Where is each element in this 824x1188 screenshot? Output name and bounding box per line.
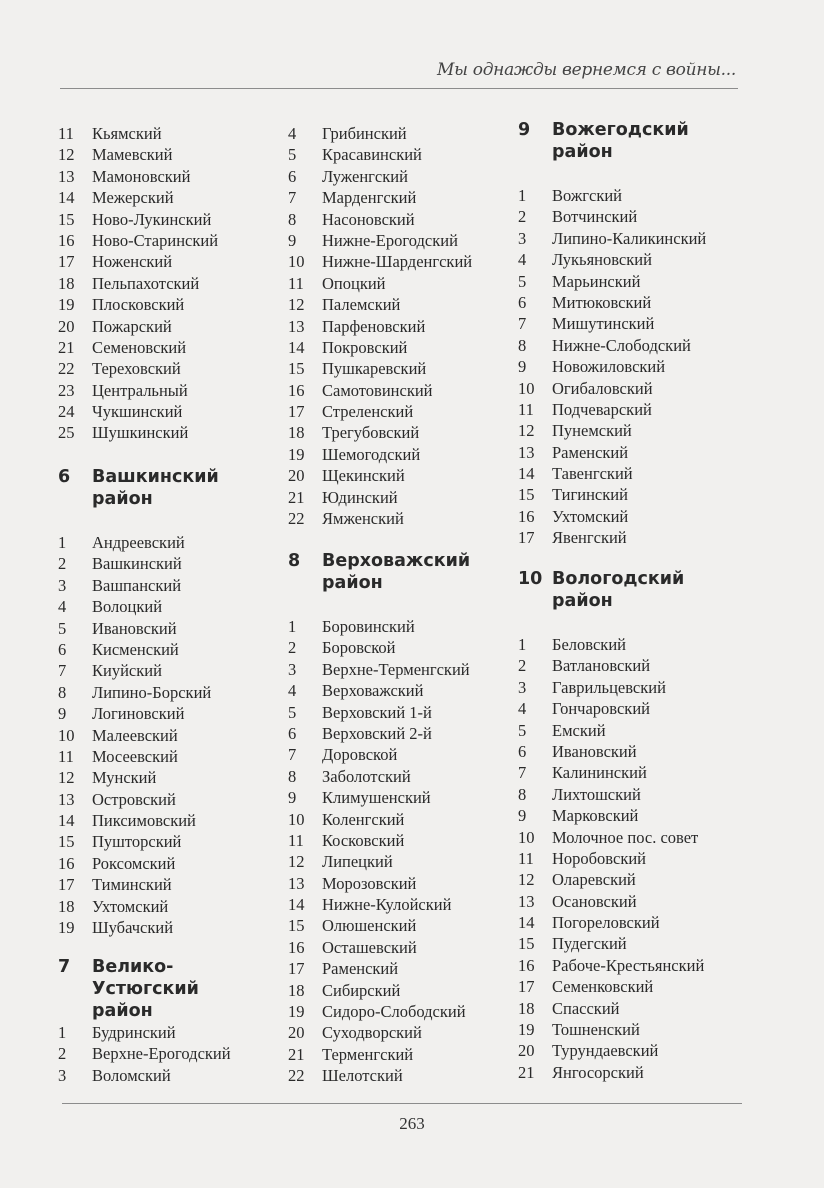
item-number: 4 xyxy=(518,250,527,270)
item-number: 2 xyxy=(518,207,527,227)
item-name: Сидоро-Слободский xyxy=(322,1002,466,1022)
item-number: 15 xyxy=(58,832,75,852)
item-number: 1 xyxy=(518,186,527,205)
item-number: 3 xyxy=(58,575,67,595)
item-name: Шемогодский xyxy=(322,444,421,464)
item-name: Коленгский xyxy=(322,809,405,829)
item-name: Красавинский xyxy=(322,145,422,165)
item-number: 5 xyxy=(518,720,527,740)
item-number: 19 xyxy=(288,1002,305,1022)
item-number: 21 xyxy=(288,1044,305,1064)
item-name: Верховажский xyxy=(322,681,424,701)
item-name: Оларевский xyxy=(552,870,636,890)
item-number: 15 xyxy=(288,359,305,379)
item-name: Малеевский xyxy=(92,725,178,745)
item-number: 13 xyxy=(58,166,75,186)
item-number: 7 xyxy=(58,661,67,681)
item-number: 10 xyxy=(288,252,305,272)
item-number: 6 xyxy=(518,292,527,312)
district-title: Верховажский район xyxy=(322,551,471,593)
item-name: Доровской xyxy=(322,745,398,765)
item-number: 9 xyxy=(518,806,527,826)
item-name: Марденгский xyxy=(322,188,417,208)
item-name: Морозовский xyxy=(322,873,417,893)
item-number: 6 xyxy=(288,166,297,186)
item-name: Пожарский xyxy=(92,316,172,336)
item-name: Семеновский xyxy=(92,337,187,357)
item-name: Беловский xyxy=(552,635,626,654)
item-name: Нижне-Кулойский xyxy=(322,895,452,915)
item-name: Осташевский xyxy=(322,937,417,957)
item-number: 25 xyxy=(58,423,75,443)
item-name: Тереховский xyxy=(92,359,181,379)
item-name: Будринский xyxy=(92,1023,176,1042)
item-name: Пиксимовский xyxy=(92,811,196,831)
item-name: Тавенгский xyxy=(552,464,633,484)
item-name: Ново-Старинский xyxy=(92,230,219,250)
item-number: 3 xyxy=(518,677,527,697)
item-number: 23 xyxy=(58,380,75,400)
item-number: 14 xyxy=(518,913,535,933)
item-name: Рабоче-Крестьянский xyxy=(552,955,705,975)
item-name: Андреевский xyxy=(92,533,185,552)
item-name: Олюшенский xyxy=(322,916,417,936)
item-name: Раменский xyxy=(322,959,399,979)
item-number: 6 xyxy=(288,723,297,743)
item-number: 7 xyxy=(518,763,527,783)
item-number: 2 xyxy=(58,1044,67,1064)
item-name: Пушкаревский xyxy=(322,359,427,379)
item-name: Норобовский xyxy=(552,848,647,868)
item-number: 19 xyxy=(288,444,305,464)
item-number: 15 xyxy=(288,916,305,936)
item-name: Кисменский xyxy=(92,639,179,659)
item-name: Климушенский xyxy=(322,788,431,808)
district-title: Вожегодский район xyxy=(552,120,689,162)
item-name: Новожиловский xyxy=(552,357,666,377)
item-number: 19 xyxy=(58,918,75,938)
item-number: 4 xyxy=(518,699,527,719)
item-number: 4 xyxy=(288,124,297,143)
item-name: Ивановский xyxy=(552,741,637,761)
item-name: Ново-Лукинский xyxy=(92,209,212,229)
item-number: 10 xyxy=(58,725,75,745)
item-number: 17 xyxy=(518,977,535,997)
item-name: Киуйский xyxy=(92,661,162,681)
item-name: Верховский 1-й xyxy=(322,702,432,722)
item-name: Семенковский xyxy=(552,977,654,997)
item-name: Покровский xyxy=(322,337,408,357)
item-number: 11 xyxy=(288,273,304,293)
item-name: Центральный xyxy=(92,380,188,400)
item-name: Тиминский xyxy=(92,875,172,895)
item-number: 18 xyxy=(288,423,305,443)
district-title: Вологодский район xyxy=(552,569,685,611)
item-name: Роксомский xyxy=(92,853,176,873)
item-name: Марковский xyxy=(552,806,639,826)
item-name: Шушкинский xyxy=(92,423,189,443)
item-number: 8 xyxy=(518,784,527,804)
item-name: Мишутинский xyxy=(552,314,655,334)
item-name: Пудегский xyxy=(552,934,627,954)
item-number: 13 xyxy=(288,873,305,893)
item-number: 8 xyxy=(288,766,297,786)
item-number: 14 xyxy=(518,464,535,484)
item-number: 13 xyxy=(288,316,305,336)
item-name: Трегубовский xyxy=(322,423,420,443)
item-number: 3 xyxy=(288,659,297,679)
item-name: Вашкинский xyxy=(92,554,182,574)
item-name: Митюковский xyxy=(552,292,652,312)
item-number: 21 xyxy=(288,487,305,507)
item-number: 6 xyxy=(518,741,527,761)
item-name: Островский xyxy=(92,789,176,809)
item-name: Межерский xyxy=(92,188,174,208)
item-name: Ноженский xyxy=(92,252,173,272)
item-name: Мосеевский xyxy=(92,746,178,766)
item-name: Гончаровский xyxy=(552,699,650,719)
item-number: 8 xyxy=(288,209,297,229)
item-number: 16 xyxy=(58,230,75,250)
item-name: Кьямский xyxy=(92,124,162,143)
item-number: 10 xyxy=(288,809,305,829)
item-name: Ямженский xyxy=(322,509,404,529)
item-name: Насоновский xyxy=(322,209,415,229)
item-name: Палемский xyxy=(322,295,401,315)
item-number: 9 xyxy=(288,788,297,808)
footer-rule xyxy=(62,1103,742,1104)
item-name: Емский xyxy=(552,720,606,740)
item-number: 20 xyxy=(58,316,75,336)
item-number: 7 xyxy=(288,188,297,208)
item-number: 15 xyxy=(58,209,75,229)
item-name: Ухтомский xyxy=(92,896,169,916)
item-number: 1 xyxy=(288,617,297,636)
item-name: Липино-Борский xyxy=(92,682,212,702)
item-number: 10 xyxy=(518,378,535,398)
item-name: Ватлановский xyxy=(552,656,651,676)
item-number: 21 xyxy=(518,1062,535,1082)
item-name: Нижне-Ерогодский xyxy=(322,230,458,250)
item-number: 1 xyxy=(518,635,527,654)
item-name: Терменгский xyxy=(322,1044,414,1064)
item-name: Грибинский xyxy=(322,124,407,143)
item-number: 4 xyxy=(58,597,67,617)
item-number: 17 xyxy=(58,875,75,895)
item-name: Раменский xyxy=(552,442,629,462)
running-head-title: Мы однажды вернемся с войны... xyxy=(437,60,736,80)
item-number: 13 xyxy=(58,789,75,809)
item-number: 11 xyxy=(518,848,534,868)
item-number: 12 xyxy=(58,768,75,788)
item-number: 24 xyxy=(58,402,75,422)
item-name: Подчеварский xyxy=(552,399,652,419)
item-name: Шубачский xyxy=(92,918,174,938)
item-name: Молочное пос. совет xyxy=(552,827,699,847)
item-name: Лукьяновский xyxy=(552,250,652,270)
item-number: 7 xyxy=(288,745,297,765)
item-number: 16 xyxy=(288,380,305,400)
item-number: 18 xyxy=(58,273,75,293)
item-name: Верховский 2-й xyxy=(322,723,432,743)
item-number: 17 xyxy=(58,252,75,272)
item-number: 15 xyxy=(518,934,535,954)
item-name: Верхне-Ерогодский xyxy=(92,1044,231,1064)
item-number: 5 xyxy=(58,618,67,638)
item-number: 22 xyxy=(58,359,75,379)
item-number: 11 xyxy=(518,399,534,419)
item-number: 18 xyxy=(288,980,305,1000)
item-number: 13 xyxy=(518,442,535,462)
item-number: 18 xyxy=(58,896,75,916)
item-name: Ивановский xyxy=(92,618,177,638)
district-number: 10 xyxy=(518,569,543,589)
district-number: 7 xyxy=(58,957,71,977)
item-number: 5 xyxy=(288,145,297,165)
item-name: Парфеновский xyxy=(322,316,426,336)
item-number: 18 xyxy=(518,998,535,1018)
item-number: 14 xyxy=(288,895,305,915)
item-name: Янгосорский xyxy=(552,1062,644,1082)
item-number: 2 xyxy=(288,638,297,658)
item-number: 13 xyxy=(518,891,535,911)
item-name: Липино-Каликинский xyxy=(552,228,707,248)
item-name: Спасский xyxy=(552,998,620,1018)
item-number: 1 xyxy=(58,533,67,552)
item-number: 15 xyxy=(518,485,535,505)
item-number: 9 xyxy=(288,230,297,250)
district-title: Вашкинский район xyxy=(92,467,219,509)
item-name: Логиновский xyxy=(92,704,185,724)
item-number: 8 xyxy=(518,335,527,355)
item-name: Мунский xyxy=(92,768,157,788)
item-name: Боровинский xyxy=(322,617,415,636)
item-number: 7 xyxy=(518,314,527,334)
item-name: Мамоновский xyxy=(92,166,191,186)
item-number: 21 xyxy=(58,337,75,357)
item-number: 11 xyxy=(58,746,74,766)
item-name: Мамевский xyxy=(92,145,173,165)
district-number: 9 xyxy=(518,120,531,140)
item-name: Суходворский xyxy=(322,1023,422,1043)
item-name: Стреленский xyxy=(322,402,414,422)
item-number: 16 xyxy=(288,937,305,957)
item-number: 11 xyxy=(58,124,74,143)
item-number: 17 xyxy=(518,528,535,548)
item-name: Погореловский xyxy=(552,913,660,933)
item-number: 16 xyxy=(58,853,75,873)
item-number: 12 xyxy=(518,421,535,441)
item-name: Плосковский xyxy=(92,295,185,315)
page-number: 263 xyxy=(399,1114,425,1133)
item-name: Верхне-Терменгский xyxy=(322,659,470,679)
item-name: Пунемский xyxy=(552,421,632,441)
item-number: 3 xyxy=(518,228,527,248)
item-name: Самотовинский xyxy=(322,380,433,400)
item-number: 12 xyxy=(288,852,305,872)
item-number: 12 xyxy=(288,295,305,315)
item-name: Заболотский xyxy=(322,766,411,786)
item-number: 20 xyxy=(288,1023,305,1043)
item-number: 20 xyxy=(288,466,305,486)
item-name: Явенгский xyxy=(552,528,627,548)
item-number: 3 xyxy=(58,1065,67,1085)
item-name: Вожгский xyxy=(552,186,623,205)
item-name: Луженгский xyxy=(322,166,408,186)
item-name: Тошненский xyxy=(552,1020,640,1040)
item-number: 8 xyxy=(58,682,67,702)
item-name: Калининский xyxy=(552,763,647,783)
item-number: 6 xyxy=(58,639,67,659)
item-name: Вашпанский xyxy=(92,575,182,595)
item-name: Лихтошский xyxy=(552,784,641,804)
item-name: Нижне-Шарденгский xyxy=(322,252,473,272)
item-name: Пельпахотский xyxy=(92,273,200,293)
item-name: Воломский xyxy=(92,1065,171,1085)
item-number: 19 xyxy=(58,295,75,315)
item-number: 1 xyxy=(58,1023,67,1042)
item-number: 2 xyxy=(58,554,67,574)
item-number: 16 xyxy=(518,955,535,975)
item-number: 22 xyxy=(288,509,305,529)
item-name: Ухтомский xyxy=(552,506,629,526)
item-number: 19 xyxy=(518,1020,535,1040)
item-name: Боровской xyxy=(322,638,396,658)
item-name: Пушторский xyxy=(92,832,182,852)
item-number: 17 xyxy=(288,402,305,422)
item-number: 16 xyxy=(518,506,535,526)
district-number: 8 xyxy=(288,551,301,571)
item-name: Юдинский xyxy=(322,487,398,507)
district-title: Велико-Устюгский район xyxy=(92,957,199,1021)
item-name: Гаврильцевский xyxy=(552,677,666,697)
item-number: 9 xyxy=(58,704,67,724)
item-number: 4 xyxy=(288,681,297,701)
item-name: Косковский xyxy=(322,830,405,850)
item-number: 17 xyxy=(288,959,305,979)
district-number: 6 xyxy=(58,467,71,487)
item-number: 12 xyxy=(58,145,75,165)
item-number: 14 xyxy=(288,337,305,357)
item-number: 20 xyxy=(518,1041,535,1061)
item-name: Тигинский xyxy=(552,485,628,505)
item-name: Нижне-Слободский xyxy=(552,335,691,355)
item-name: Волоцкий xyxy=(92,597,163,617)
item-name: Вотчинский xyxy=(552,207,638,227)
item-name: Турундаевский xyxy=(552,1041,659,1061)
item-name: Липецкий xyxy=(322,852,393,872)
item-number: 11 xyxy=(288,830,304,850)
item-name: Сибирский xyxy=(322,980,401,1000)
item-name: Щекинский xyxy=(322,466,405,486)
item-name: Огибаловский xyxy=(552,378,653,398)
item-number: 2 xyxy=(518,656,527,676)
item-name: Шелотский xyxy=(322,1066,403,1086)
item-number: 12 xyxy=(518,870,535,890)
item-number: 5 xyxy=(288,702,297,722)
header-rule xyxy=(60,88,738,89)
item-number: 9 xyxy=(518,357,527,377)
item-number: 22 xyxy=(288,1066,305,1086)
item-name: Марьинский xyxy=(552,271,641,291)
item-name: Опоцкий xyxy=(322,273,386,293)
item-number: 5 xyxy=(518,271,527,291)
item-number: 14 xyxy=(58,811,75,831)
item-number: 14 xyxy=(58,188,75,208)
item-name: Осановский xyxy=(552,891,637,911)
item-name: Чукшинский xyxy=(92,402,183,422)
item-number: 10 xyxy=(518,827,535,847)
